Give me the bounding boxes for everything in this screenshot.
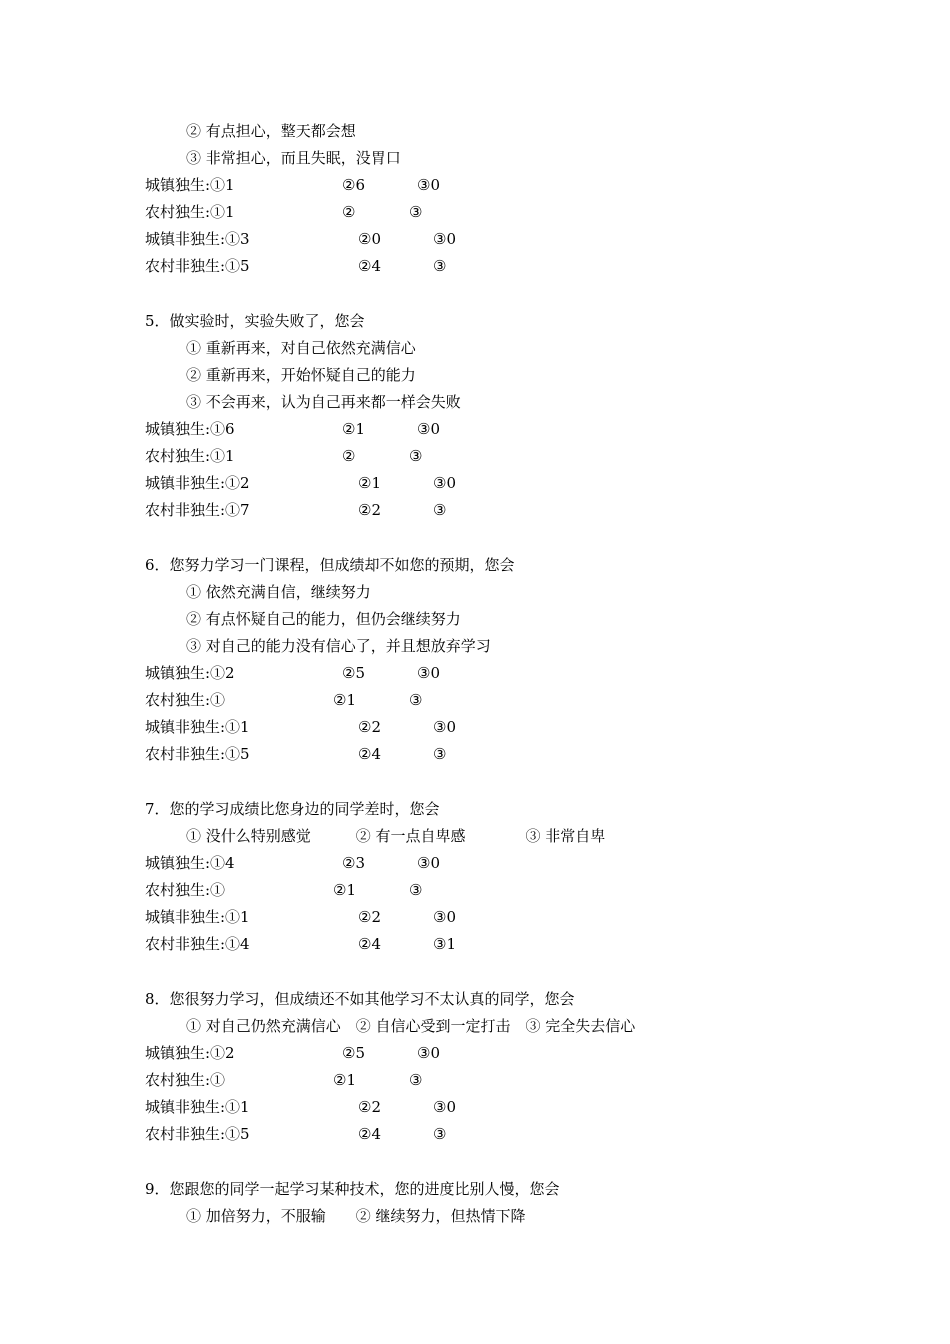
row-label: 城镇非独生:①1 bbox=[145, 1098, 250, 1116]
row-value-2: ②1 bbox=[333, 1071, 356, 1089]
q6-question: 6．您努力学习一门课程，但成绩却不如您的预期，您会 bbox=[145, 556, 515, 574]
row-value-3: ③ bbox=[433, 745, 447, 763]
row-value-3: ③0 bbox=[433, 1098, 456, 1116]
q5-question: 5．做实验时，实验失败了，您会 bbox=[145, 312, 365, 330]
q7-question: 7．您的学习成绩比您身边的同学差时，您会 bbox=[145, 800, 440, 818]
q8-result-row bbox=[145, 1043, 565, 1063]
row-value-3: ③0 bbox=[433, 908, 456, 926]
q4-result-row bbox=[145, 229, 565, 249]
row-value-3: ③ bbox=[433, 501, 447, 519]
row-value-2: ②5 bbox=[342, 664, 365, 682]
row-value-2: ②2 bbox=[358, 501, 381, 519]
q6-option-3: ③ 对自己的能力没有信心了，并且想放弃学习 bbox=[186, 637, 491, 655]
row-value-3: ③ bbox=[409, 691, 423, 709]
q6-result-row bbox=[145, 690, 565, 710]
row-value-3: ③ bbox=[409, 447, 423, 465]
q5-option-1: ① 重新再来，对自己依然充满信心 bbox=[186, 339, 416, 357]
q7-result-row bbox=[145, 880, 565, 900]
row-value-3: ③0 bbox=[417, 854, 440, 872]
row-value-2: ②1 bbox=[333, 691, 356, 709]
q7-result-row bbox=[145, 853, 565, 873]
row-value-2: ②3 bbox=[342, 854, 365, 872]
q8-result-row bbox=[145, 1124, 565, 1144]
row-value-3: ③0 bbox=[433, 718, 456, 736]
q7-options: ① 没什么特别感觉 ② 有一点自卑感 ③ 非常自卑 bbox=[186, 827, 606, 845]
row-value-3: ③ bbox=[409, 881, 423, 899]
row-value-3: ③ bbox=[433, 1125, 447, 1143]
q6-option-2: ② 有点怀疑自己的能力，但仍会继续努力 bbox=[186, 610, 461, 628]
q5-option-3: ③ 不会再来，认为自己再来都一样会失败 bbox=[186, 393, 461, 411]
q4-result-row bbox=[145, 256, 565, 276]
row-value-2: ②1 bbox=[342, 420, 365, 438]
row-value-3: ③0 bbox=[433, 474, 456, 492]
q8-result-row bbox=[145, 1097, 565, 1117]
q6-result-row bbox=[145, 663, 565, 683]
row-value-2: ②1 bbox=[358, 474, 381, 492]
q9-question: 9．您跟您的同学一起学习某种技术，您的进度比别人慢，您会 bbox=[145, 1180, 560, 1198]
row-value-3: ③0 bbox=[433, 230, 456, 248]
row-label: 农村非独生:①5 bbox=[145, 1125, 250, 1143]
q4-option-2: ② 有点担心，整天都会想 bbox=[186, 122, 356, 140]
q6-result-row bbox=[145, 717, 565, 737]
row-value-2: ②2 bbox=[358, 908, 381, 926]
row-label: 城镇独生:①6 bbox=[145, 420, 235, 438]
q7-result-row bbox=[145, 934, 565, 954]
row-label: 城镇非独生:①1 bbox=[145, 718, 250, 736]
row-label: 农村非独生:①4 bbox=[145, 935, 250, 953]
row-label: 城镇独生:①2 bbox=[145, 664, 235, 682]
q4-result-row bbox=[145, 175, 565, 195]
q5-result-row bbox=[145, 473, 565, 493]
row-label: 农村独生:① bbox=[145, 881, 226, 899]
row-value-2: ② bbox=[342, 447, 356, 465]
row-value-2: ②5 bbox=[342, 1044, 365, 1062]
row-label: 城镇非独生:①1 bbox=[145, 908, 250, 926]
row-value-2: ②4 bbox=[358, 1125, 381, 1143]
row-label: 农村独生:①1 bbox=[145, 203, 235, 221]
row-label: 农村非独生:①5 bbox=[145, 745, 250, 763]
row-label: 农村独生:① bbox=[145, 1071, 226, 1089]
row-label: 城镇非独生:①2 bbox=[145, 474, 250, 492]
q4-option-3: ③ 非常担心，而且失眠，没胃口 bbox=[186, 149, 401, 167]
q8-result-row bbox=[145, 1070, 565, 1090]
row-value-3: ③0 bbox=[417, 176, 440, 194]
row-value-3: ③0 bbox=[417, 1044, 440, 1062]
row-value-3: ③ bbox=[409, 203, 423, 221]
row-value-3: ③ bbox=[433, 257, 447, 275]
row-label: 农村独生:①1 bbox=[145, 447, 235, 465]
q8-question: 8．您很努力学习，但成绩还不如其他学习不太认真的同学，您会 bbox=[145, 990, 575, 1008]
q5-result-row bbox=[145, 500, 565, 520]
row-label: 农村独生:① bbox=[145, 691, 226, 709]
q7-result-row bbox=[145, 907, 565, 927]
row-value-2: ②1 bbox=[333, 881, 356, 899]
row-value-2: ②4 bbox=[358, 935, 381, 953]
q8-options: ① 对自己仍然充满信心 ② 自信心受到一定打击 ③ 完全失去信心 bbox=[186, 1017, 636, 1035]
row-label: 城镇独生:①2 bbox=[145, 1044, 235, 1062]
row-label: 农村非独生:①7 bbox=[145, 501, 250, 519]
row-value-3: ③0 bbox=[417, 664, 440, 682]
row-label: 城镇非独生:①3 bbox=[145, 230, 250, 248]
row-value-2: ②0 bbox=[358, 230, 381, 248]
row-label: 农村非独生:①5 bbox=[145, 257, 250, 275]
q5-result-row bbox=[145, 446, 565, 466]
row-value-2: ② bbox=[342, 203, 356, 221]
row-value-2: ②2 bbox=[358, 718, 381, 736]
q6-result-row bbox=[145, 744, 565, 764]
q5-option-2: ② 重新再来，开始怀疑自己的能力 bbox=[186, 366, 416, 384]
row-value-3: ③ bbox=[409, 1071, 423, 1089]
row-value-3: ③1 bbox=[433, 935, 456, 953]
q4-result-row bbox=[145, 202, 565, 222]
row-label: 城镇独生:①1 bbox=[145, 176, 235, 194]
q9-options: ① 加倍努力，不服输 ② 继续努力，但热情下降 bbox=[186, 1207, 526, 1225]
row-value-2: ②6 bbox=[342, 176, 365, 194]
row-label: 城镇独生:①4 bbox=[145, 854, 235, 872]
row-value-2: ②4 bbox=[358, 257, 381, 275]
row-value-2: ②4 bbox=[358, 745, 381, 763]
q5-result-row bbox=[145, 419, 565, 439]
q6-option-1: ① 依然充满自信，继续努力 bbox=[186, 583, 371, 601]
row-value-2: ②2 bbox=[358, 1098, 381, 1116]
row-value-3: ③0 bbox=[417, 420, 440, 438]
